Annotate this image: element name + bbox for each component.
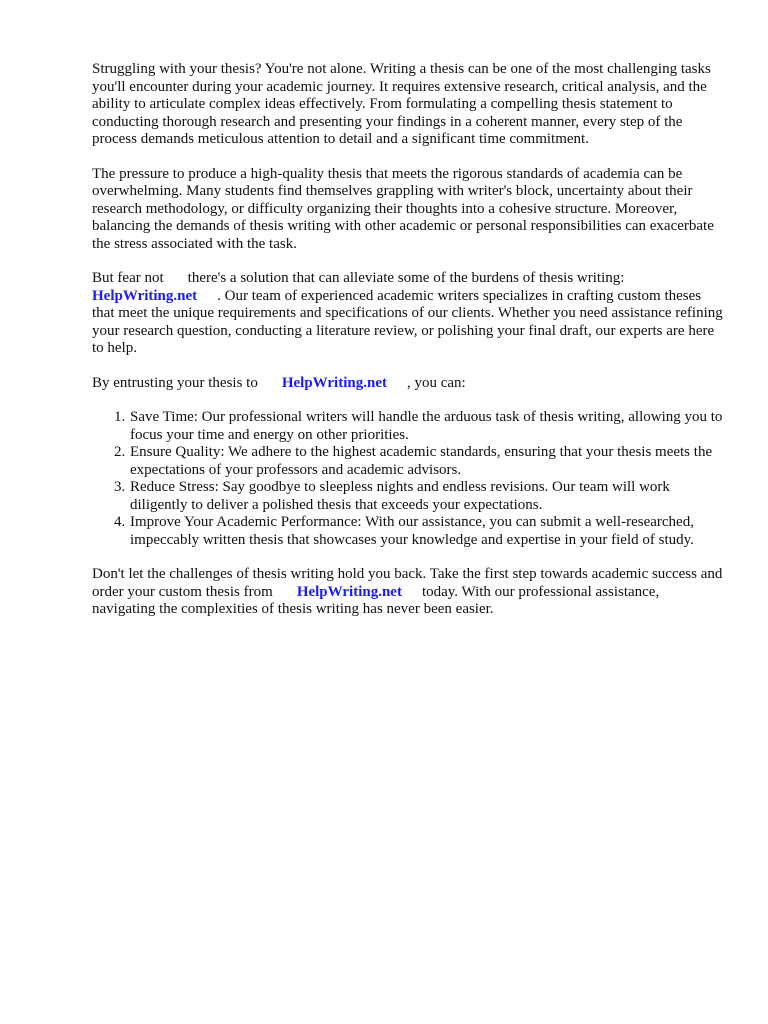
helpwriting-link-2[interactable]: HelpWriting.net [281,374,387,391]
document-page [92,61,724,636]
list-item: 2. Ensure Quality: We adhere to the highest academic standards, ensuring that your thesis meets the expectations of your professors and academic advisors. [129,444,724,479]
entrust-paragraph [92,375,724,393]
benefits-list [92,409,724,549]
solution-text-mid: there's a solution that can alleviate some of the burdens of thesis writing: [187,270,625,286]
list-item: 4. Improve Your Academic Performance: With our assistance, you can submit a well-researched, impeccably written thesis that showcases your knowledge and expertise in your field of study. [129,514,724,549]
entrust-text-end: , you can: [406,374,466,391]
helpwriting-link-3[interactable]: HelpWriting.net [296,583,402,600]
list-item: 3. Reduce Stress: Say goodbye to sleepless nights and endless revisions. Our team will work diligently to deliver a polished thesis that exceeds your expectations. [129,479,724,514]
closing-paragraph [92,566,724,619]
intro-paragraph: Struggling with your thesis? You're not alone. Writing a thesis can be one of the most challenging tasks you'll encounter during your academic journey. It requires extensive research, critical analysis, and the ability to articulate complex ideas effectively. From formulating a compelling thesis statement to conducting thorough research and presenting your findings in a coherent manner, every step of the process demands meticulous attention to detail and a significant time commitment. [92,61,711,147]
pressure-paragraph: The pressure to produce a high-quality thesis that meets the rigorous standards of academia can be overwhelming. Many students find themselves grappling with writer's block, uncertainty about their research methodology, or difficulty organizing their thoughts into a cohesive structure. Moreover, balancing the demands of thesis writing with other academic or personal responsibilities can exacerbate the stress associated with the task. [92,165,714,252]
closing-text-end: today. With our professional assistance, navigating the complexities of thesis writing has never been easier. [92,583,660,617]
solution-paragraph [92,270,724,358]
helpwriting-link-1[interactable]: HelpWriting.net [92,287,198,304]
solution-text-start: But fear not [92,270,164,286]
list-item: 1. Save Time: Our professional writers will handle the arduous task of thesis writing, allowing you to focus your time and energy on other priorities. [129,409,724,444]
solution-text-end: . Our team of experienced academic writers specializes in crafting custom theses that meet the unique requirements and specifications of our clients. Whether you need assistance refining your research question, conducting a literature review, or polishing your final draft, our experts are here to help. [92,287,723,356]
entrust-text-start: By entrusting your thesis to [92,374,258,391]
closing-text-start: Don't let the challenges of thesis writing hold you back. Take the first step towards academic success and order your custom thesis from [92,566,723,600]
